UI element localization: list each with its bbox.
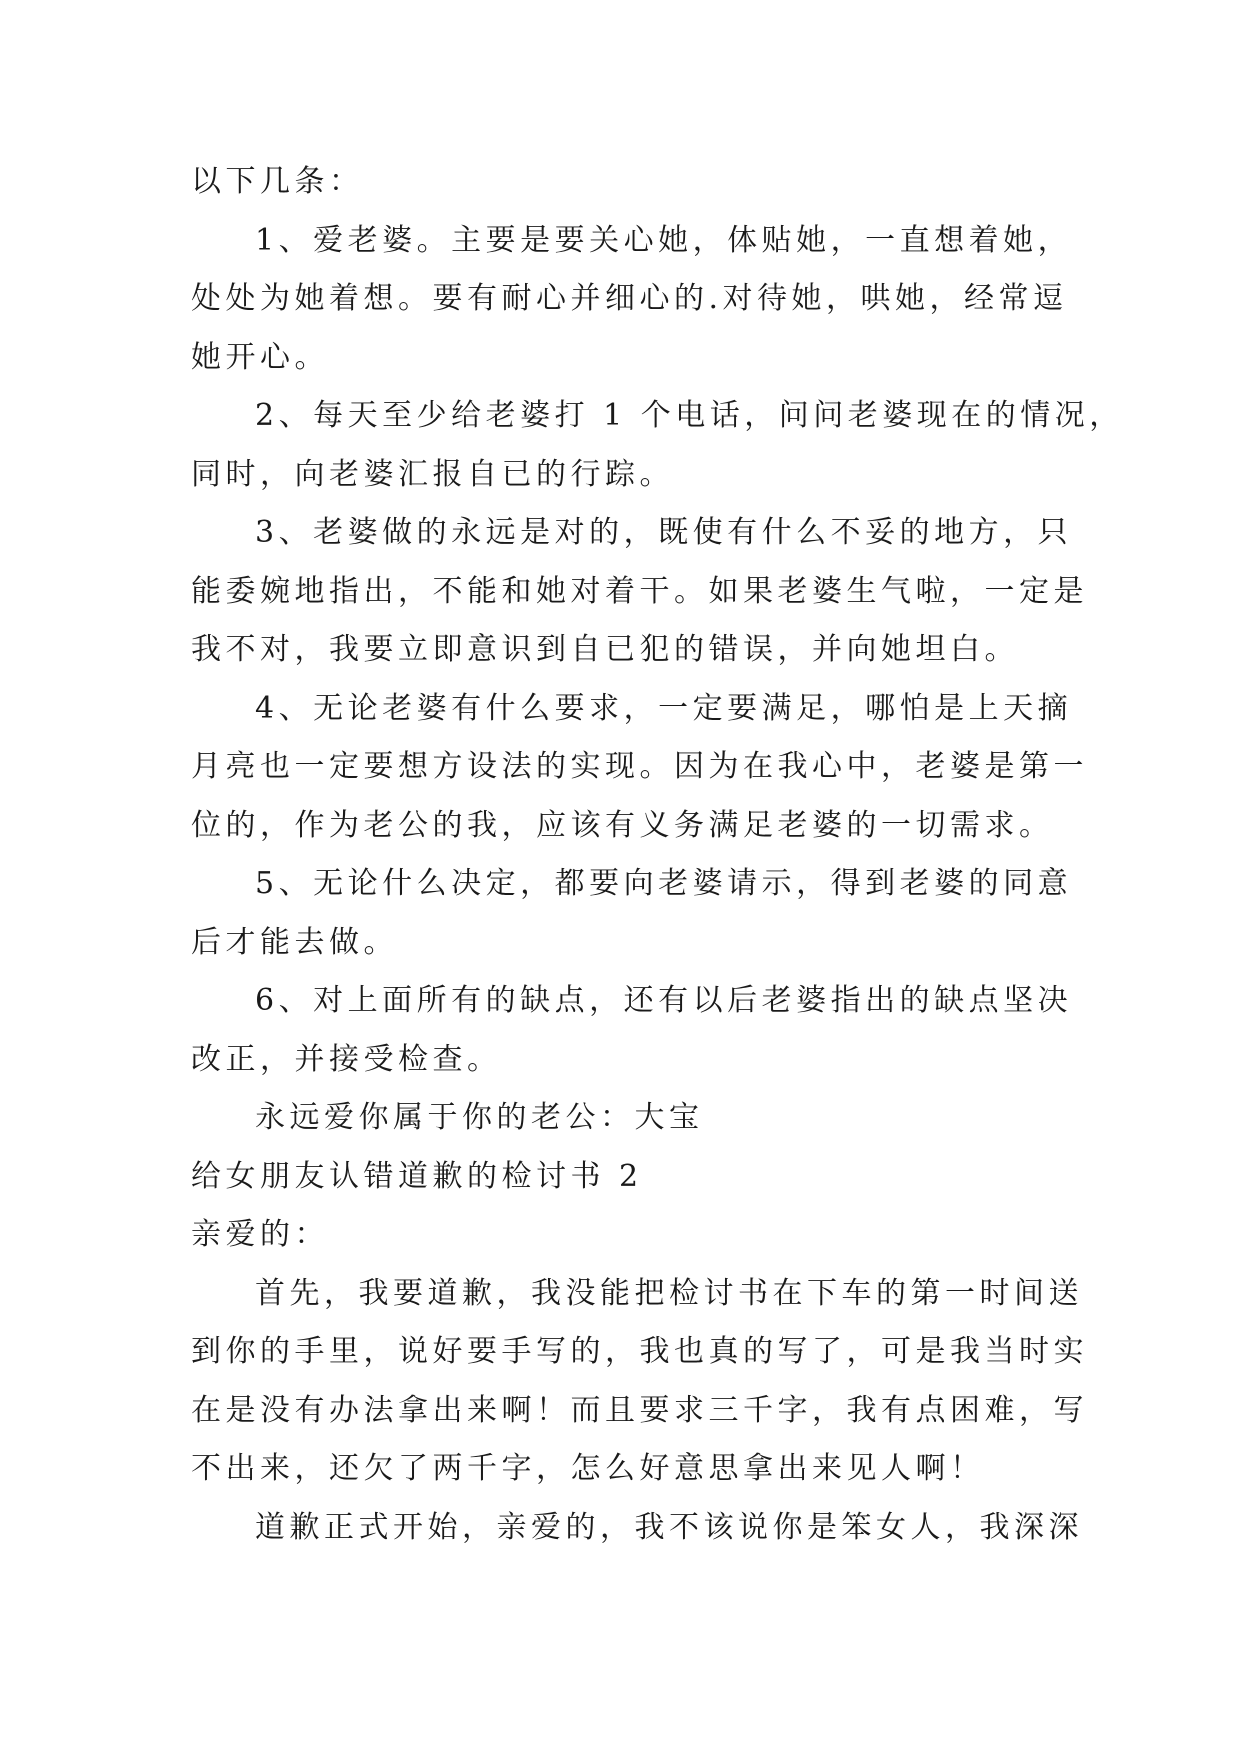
text-line: 亲爱的： xyxy=(191,1217,329,1252)
text-line: 以下几条： xyxy=(191,164,364,199)
text-line: 处处为她着想。要有耐心并细心的.对待她，哄她，经常逗 xyxy=(191,281,1068,316)
text-line: 1、爱老婆。主要是要关心她，体贴她，一直想着她， xyxy=(255,222,1073,258)
text-line: 位的，作为老公的我，应该有义务满足老婆的一切需求。 xyxy=(191,807,1054,843)
text-line: 改正，并接受检查。 xyxy=(191,1041,502,1077)
text-line: 她开心。 xyxy=(191,339,329,375)
text-line: 到你的手里，说好要手写的，我也真的写了，可是我当时实 xyxy=(191,1334,1088,1369)
text-line: 在是没有办法拿出来啊！而且要求三千字，我有点困难，写 xyxy=(191,1392,1088,1428)
text-line: 给女朋友认错道歉的检讨书 2 xyxy=(191,1158,643,1194)
text-line: 首先，我要道歉，我没能把检讨书在下车的第一时间送 xyxy=(255,1275,1083,1311)
text-line: 能委婉地指出，不能和她对着干。如果老婆生气啦，一定是 xyxy=(191,573,1088,609)
text-line: 月亮也一定要想方设法的实现。因为在我心中，老婆是第一 xyxy=(191,749,1088,784)
text-line: 4、无论老婆有什么要求，一定要满足，哪怕是上天摘 xyxy=(255,690,1073,726)
text-line: 我不对，我要立即意识到自已犯的错误，并向她坦白。 xyxy=(191,632,1019,667)
text-line: 永远爱你属于你的老公：大宝 xyxy=(255,1100,704,1135)
text-line: 道歉正式开始，亲爱的，我不该说你是笨女人，我深深 xyxy=(255,1509,1083,1545)
document-body xyxy=(191,153,1124,1557)
text-line: 同时，向老婆汇报自已的行踪。 xyxy=(191,456,674,492)
text-line: 2、每天至少给老婆打 1 个电话，问问老婆现在的情况， xyxy=(255,398,1124,433)
text-line: 3、老婆做的永远是对的，既使有什么不妥的地方，只 xyxy=(255,515,1073,550)
text-line: 不出来，还欠了两千字，怎么好意思拿出来见人啊！ xyxy=(191,1451,985,1486)
text-line: 后才能去做。 xyxy=(191,924,398,960)
text-line: 5、无论什么决定，都要向老婆请示，得到老婆的同意 xyxy=(255,866,1073,901)
text-line: 6、对上面所有的缺点，还有以后老婆指出的缺点坚决 xyxy=(255,983,1073,1018)
